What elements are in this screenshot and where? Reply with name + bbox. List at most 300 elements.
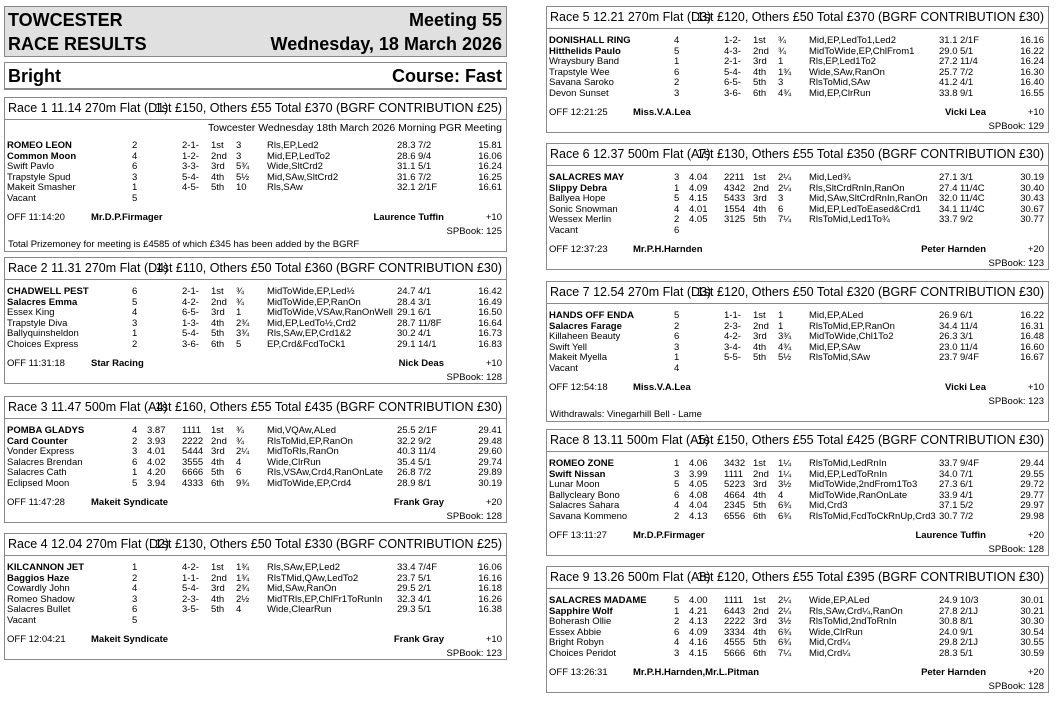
trainer: Makeit Syndicate	[91, 634, 169, 645]
runner-calc: 34.1	[939, 203, 958, 215]
race-title: Race 4 12.04 270m Flat (D2)	[8, 537, 170, 551]
runner-odds: 5/1	[418, 456, 432, 468]
runner-pos: 3rd	[211, 161, 225, 172]
runner-wt: 4.04	[689, 172, 708, 183]
runner-row	[547, 215, 1048, 226]
runner-trap: 1	[132, 467, 138, 478]
off-time: OFF 11:47:28	[7, 497, 65, 508]
runner-name: Lunar Moon	[549, 479, 600, 490]
runner-remarks: Mid,EP,LedTo1,Led2	[809, 35, 896, 46]
conditions-bar	[4, 62, 507, 90]
runner-name: Salacres Brendan	[7, 456, 83, 468]
runner-sect: 4-2-	[724, 331, 741, 342]
runner-time: 16.26	[478, 593, 502, 605]
runner-odds: 7/2	[418, 140, 432, 151]
race-header	[547, 282, 1048, 304]
runner-remarks: RlsToMid,EP,RanOn	[809, 320, 895, 332]
race-header	[5, 98, 506, 120]
runner-dist: 5½	[236, 171, 250, 183]
going-adjustment: +10	[485, 212, 502, 223]
runner-calc: 33.8	[939, 87, 958, 99]
runner-time: 30.30	[1020, 616, 1044, 627]
runner-calc: 28.3	[939, 647, 958, 659]
runner-trap: 3	[132, 317, 138, 329]
runner-sect: 3555	[182, 456, 204, 468]
runner-time: 16.16	[1020, 35, 1044, 46]
runner-calc: 28.7	[397, 317, 416, 329]
runner-trap: 5	[132, 296, 138, 308]
runner-odds: 3/1	[960, 172, 974, 183]
runner-name: Savana Saroko	[549, 77, 614, 88]
runner-name: Savana Kommeno	[549, 510, 628, 522]
runner-sect: 2222	[182, 435, 204, 447]
runner-calc: 25.5	[397, 425, 416, 436]
runner-pos: 1st	[211, 140, 224, 151]
runner-calc: 27.3	[939, 479, 958, 490]
trainer: Mr.P.H.Harnden	[633, 244, 703, 255]
runner-remarks: Mid,VQAw,ALed	[267, 425, 337, 436]
runner-odds: 5/1	[960, 647, 974, 659]
judge: Vicki Lea	[944, 107, 986, 118]
runner-odds: 5/1	[418, 604, 432, 615]
runner-sect: 2-3-	[182, 593, 199, 605]
runner-dist: 2¾	[236, 583, 250, 594]
sp-book: SPBook: 128	[446, 372, 502, 383]
runner-sect: 5444	[182, 446, 204, 457]
runner-trap: 2	[674, 616, 680, 627]
runner-sect: 5666	[724, 647, 746, 659]
runner-remarks: RlsToMid,EP,RanOn	[267, 435, 353, 447]
runner-trap: 6	[674, 331, 680, 342]
race-note: Withdrawals: Vinegarhill Bell - Lame	[550, 409, 702, 420]
runner-wt: 3.94	[147, 477, 166, 489]
sp-book: SPBook: 125	[446, 226, 502, 237]
runner-sect: 2211	[724, 172, 745, 183]
runner-name: Wessex Merlin	[549, 214, 612, 225]
runner-wt: 4.04	[689, 500, 708, 511]
runner-calc: 26.3	[939, 331, 958, 342]
judge: Peter Harnden	[921, 244, 986, 255]
runner-name: Ballyquinsheldon	[7, 328, 79, 339]
runner-odds: 2/1J	[960, 605, 978, 617]
runner-calc: 27.1	[939, 172, 958, 183]
runner-odds: 7/2	[960, 510, 974, 522]
runner-pos: 1st	[211, 425, 224, 436]
runner-name: Salacres Sahara	[549, 500, 620, 511]
runner-time: 29.48	[478, 435, 502, 447]
runner-name: ROMEO LEON	[7, 140, 72, 151]
runner-calc: 27.2	[939, 56, 958, 67]
runner-row	[5, 308, 506, 319]
runner-list	[5, 426, 506, 489]
runner-pos: 5th	[211, 182, 225, 193]
runner-remarks: Rls,EP,Led1To2	[809, 56, 876, 67]
runner-remarks: Mid,SAw,SltCrdRnIn,RanOn	[809, 193, 928, 204]
runner-list	[5, 563, 506, 626]
runner-time: 30.19	[478, 477, 502, 489]
runner-calc: 32.2	[397, 435, 416, 447]
runner-row	[547, 78, 1048, 89]
judge: Vicki Lea	[944, 382, 986, 393]
runner-calc: 23.7	[939, 352, 958, 363]
off-time: OFF 13:11:27	[549, 530, 607, 541]
runner-list	[547, 459, 1048, 522]
runner-odds: 7/2	[418, 171, 432, 183]
runner-remarks: MidTRls,EP,ChlFr1ToRunIn	[267, 593, 383, 605]
runner-wt: 4.21	[689, 605, 708, 617]
runner-remarks: MidToWide,VSAw,RanOnWell	[267, 307, 393, 318]
runner-trap: 4	[132, 425, 138, 436]
runner-trap: 3	[674, 341, 680, 353]
runner-time: 29.41	[478, 425, 502, 436]
trainer: Mr.D.P.Firmager	[633, 530, 705, 541]
runner-dist: 2¼	[236, 446, 250, 457]
runner-name: Salacres Emma	[7, 296, 78, 308]
runner-trap: 3	[674, 172, 680, 183]
race-footer	[547, 107, 1048, 121]
race-header	[547, 430, 1048, 452]
runner-odds: 5/1	[418, 572, 432, 584]
runner-trap: 2	[132, 572, 138, 584]
runner-time: 16.83	[478, 338, 502, 350]
runner-odds: 10/3	[960, 595, 979, 606]
runner-name: Slippy Debra	[549, 182, 608, 194]
judge: Frank Gray	[393, 634, 444, 645]
runner-remarks: Wide,ClrRun	[267, 456, 321, 468]
race-prize: 1st £130, Others £50 Total £330 (BGRF CONTRIBUTION £25)	[154, 537, 502, 551]
race-title: Race 9 13.26 500m Flat (A8)	[550, 570, 711, 584]
runner-remarks: Rls,SAw	[267, 182, 303, 193]
runner-time: 29.74	[478, 456, 502, 468]
runner-sect: 3334	[724, 626, 746, 638]
runner-sect: 5-5-	[724, 352, 741, 363]
runner-name: Bright Robyn	[549, 637, 604, 648]
runner-sect: 4333	[182, 477, 204, 489]
runner-dist: 9¾	[236, 477, 250, 489]
runner-pos: 6th	[753, 510, 767, 522]
runner-pos: 2nd	[753, 468, 769, 480]
runner-wt: 4.01	[147, 446, 166, 457]
race-card	[4, 396, 507, 523]
runner-trap: 1	[674, 352, 680, 363]
race-card	[4, 257, 507, 384]
runner-calc: 26.8	[397, 467, 416, 478]
runner-trap: 4	[674, 362, 680, 374]
runner-dist: 2¾	[236, 317, 250, 329]
runner-time: 29.97	[1020, 500, 1044, 511]
runner-pos: 1st	[211, 286, 224, 297]
off-time: OFF 12:54:18	[549, 382, 608, 393]
runner-remarks: Mid,Crd¼	[809, 647, 851, 659]
runner-pos: 4th	[753, 341, 767, 353]
runner-odds: 4/1	[418, 286, 432, 297]
runner-trap: 6	[132, 456, 138, 468]
race-header	[5, 258, 506, 280]
runner-odds: 6/1	[418, 307, 432, 318]
runner-name: HANDS OFF ENDA	[549, 310, 634, 321]
going-adjustment: +10	[485, 634, 502, 645]
runner-sect: 1-1-	[724, 310, 741, 321]
runner-wt: 4.09	[689, 626, 708, 638]
race-meeting-subtitle: Towcester Wednesday 18th March 2026 Morning PGR Meeting	[208, 122, 502, 134]
runner-odds: 5/2	[960, 500, 974, 511]
going-adjustment: +20	[1027, 530, 1044, 541]
race-prize: 1st £130, Others £55 Total £350 (BGRF CONTRIBUTION £30)	[696, 147, 1044, 161]
runner-pos: 2nd	[211, 572, 227, 584]
runner-remarks: Rls,SAw,Crd¼,RanOn	[809, 605, 903, 617]
runner-calc: 32.0	[939, 193, 958, 204]
runner-sect: 2-1-	[724, 56, 741, 67]
runner-dist: 3¾	[236, 328, 250, 339]
runner-remarks: RlsToMid,LedRnIn	[809, 458, 887, 469]
runner-calc: 33.7	[939, 214, 958, 225]
race-prize: 1st £120, Others £50 Total £370 (BGRF CONTRIBUTION £30)	[696, 10, 1044, 24]
sp-book: SPBook: 123	[446, 648, 502, 659]
runner-trap: 4	[674, 203, 680, 215]
runner-calc: 37.1	[939, 500, 958, 511]
runner-remarks: Mid,EP,LedTo2	[267, 150, 331, 162]
runner-dist: 7¼	[778, 647, 792, 659]
runner-trap: 3	[674, 647, 680, 659]
runner-odds: 3/1	[960, 331, 974, 342]
runner-dist: 2¼	[778, 595, 792, 606]
race-card	[546, 566, 1049, 693]
runner-pos: 2nd	[753, 320, 769, 332]
runner-remarks: RlsToMid,2ndToRnIn	[809, 616, 897, 627]
runner-name: Swift Pavlo	[7, 161, 54, 172]
runner-sect: 1-2-	[182, 150, 199, 162]
runner-calc: 24.7	[397, 286, 416, 297]
runner-name: Makeit Myella	[549, 352, 608, 363]
runner-odds: 11/4	[960, 320, 978, 332]
runner-odds: 7/4F	[418, 562, 438, 573]
race-footer	[5, 212, 506, 226]
runner-calc: 40.3	[397, 446, 416, 457]
race-note: Total Prizemoney for meeting is £4585 of which £345 has been added by the BGRF	[8, 239, 360, 250]
runner-calc: 28.6	[397, 150, 416, 162]
runner-sect: 2-1-	[182, 286, 199, 297]
runner-dist: 1¼	[778, 468, 792, 480]
runner-time: 16.38	[478, 604, 502, 615]
runner-pos: 3rd	[211, 446, 225, 457]
runner-calc: 29.0	[939, 45, 958, 57]
runner-remarks: MidToWide,EP,Led½	[267, 286, 355, 297]
runner-calc: 32.1	[397, 182, 416, 193]
runner-odds: 14/1	[418, 338, 437, 350]
runner-odds: 11/4C	[960, 203, 985, 215]
runner-wt: 4.20	[147, 467, 166, 478]
runner-trap: 6	[674, 626, 680, 638]
runner-odds: 9/2	[418, 435, 432, 447]
runner-trap: 2	[132, 140, 138, 151]
race-title: Race 8 13.11 500m Flat (A5)	[550, 433, 710, 447]
runner-dist: 7¼	[778, 214, 792, 225]
runner-sect: 1111	[182, 425, 202, 436]
runner-odds: 11/8F	[418, 317, 442, 329]
sp-book: SPBook: 129	[988, 121, 1044, 132]
runner-name: Devon Sunset	[549, 87, 609, 99]
runner-remarks: MidToWide,EP,ChlFrom1	[809, 45, 915, 57]
runner-sect: 1111	[724, 468, 744, 480]
runner-wt: 3.99	[689, 468, 708, 480]
runner-calc: 33.4	[397, 562, 416, 573]
runner-wt: 4.06	[689, 458, 708, 469]
runner-row	[547, 649, 1048, 660]
runner-pos: 5th	[211, 467, 225, 478]
runner-remarks: Rls,VSAw,Crd4,RanOnLate	[267, 467, 383, 478]
runner-dist: 3	[236, 140, 242, 151]
runner-sect: 1111	[724, 595, 744, 606]
runner-wt: 4.05	[689, 214, 708, 225]
runner-row	[547, 480, 1048, 491]
runner-row	[5, 584, 506, 595]
runner-trap: 4	[132, 307, 138, 318]
runner-odds: 4/1	[418, 328, 432, 339]
runner-time: 16.48	[1020, 331, 1044, 342]
runner-name: Salacres Cath	[7, 467, 67, 478]
race-title: Race 2 11.31 270m Flat (D4)	[8, 261, 169, 275]
off-time: OFF 12:37:23	[549, 244, 608, 255]
runner-dist: ¾	[236, 286, 244, 297]
runner-remarks: MidToRls,RanOn	[267, 446, 339, 457]
runner-trap: 5	[132, 477, 138, 489]
runner-remarks: RlsTMid,QAw,LedTo2	[267, 572, 359, 584]
race-card	[4, 97, 507, 252]
runner-name: Trapstyle Diva	[7, 317, 68, 329]
runner-name: Vacant	[7, 614, 36, 626]
runner-calc: 29.3	[397, 604, 416, 615]
runner-row	[547, 57, 1048, 68]
runner-time: 16.55	[1020, 87, 1044, 99]
runner-trap: 2	[674, 214, 680, 225]
runner-row	[547, 173, 1048, 184]
runner-row	[547, 638, 1048, 649]
runner-sect: 4-3-	[724, 45, 741, 57]
runner-trap: 6	[674, 489, 680, 501]
sp-book: SPBook: 123	[988, 396, 1044, 407]
race-footer	[547, 244, 1048, 258]
runner-time: 16.42	[478, 286, 502, 297]
runner-time: 16.06	[478, 150, 502, 162]
runner-remarks: MidToWide,Chl1To2	[809, 331, 894, 342]
runner-name: Sapphire Wolf	[549, 605, 613, 617]
runner-remarks: Wide,ClearRun	[267, 604, 332, 615]
runner-pos: 6th	[211, 338, 225, 350]
runner-calc: 31.6	[397, 171, 416, 183]
runner-remarks: MidToWide,RanOnLate	[809, 489, 908, 501]
runner-trap: 4	[674, 35, 680, 46]
runner-dist: ¾	[778, 35, 786, 46]
runner-name: Ballycleary Bono	[549, 489, 620, 501]
runner-trap: 2	[674, 320, 680, 332]
runner-trap: 1	[132, 328, 138, 339]
runner-calc: 41.2	[939, 77, 958, 88]
runner-time: 30.43	[1020, 193, 1044, 204]
race-card	[4, 533, 507, 660]
runner-list	[547, 173, 1048, 236]
runner-trap: 5	[674, 310, 680, 321]
runner-remarks: Wide,EP,ALed	[809, 595, 870, 606]
runner-time: 16.22	[1020, 45, 1044, 57]
runner-pos: 3rd	[753, 331, 767, 342]
sp-book: SPBook: 123	[988, 258, 1044, 269]
runner-pos: 5th	[211, 604, 225, 615]
runner-time: 16.40	[1020, 77, 1044, 88]
runner-odds: 11/4C	[960, 193, 985, 204]
runner-row	[547, 512, 1048, 523]
runner-trap: 6	[132, 604, 138, 615]
runner-dist: 5¾	[236, 161, 250, 172]
runner-dist: ¾	[236, 435, 244, 447]
runner-calc: 23.0	[939, 341, 958, 353]
runner-name: Boherash Ollie	[549, 616, 612, 627]
runner-list	[547, 36, 1048, 99]
runner-dist: 1¼	[778, 458, 792, 469]
meeting-number: Meeting 55	[408, 10, 502, 30]
runner-name: SALACRES MAY	[549, 172, 625, 183]
runner-pos: 3rd	[211, 583, 225, 594]
runner-row	[5, 183, 506, 194]
runner-dist: 1	[236, 307, 242, 318]
runner-wt: 4.13	[689, 510, 708, 522]
runner-trap: 1	[674, 605, 680, 617]
runner-row	[5, 563, 506, 574]
runner-name: Hitthelids Paulo	[549, 45, 621, 57]
runner-sect: 6666	[182, 467, 204, 478]
runner-sect: 5433	[724, 193, 746, 204]
runner-dist: ¾	[236, 296, 244, 308]
runner-wt: 4.16	[689, 637, 708, 648]
runner-row	[5, 141, 506, 152]
race-title: Race 1 11.14 270m Flat (D1)	[8, 101, 169, 115]
runner-sect: 3-3-	[182, 161, 199, 172]
race-header	[547, 567, 1048, 589]
runner-time: 29.44	[1020, 458, 1044, 469]
runner-pos: 5th	[753, 500, 767, 511]
runner-sect: 4664	[724, 489, 746, 501]
runner-calc: 30.2	[397, 328, 416, 339]
off-time: OFF 12:04:21	[7, 634, 66, 645]
runner-pos: 1st	[753, 458, 766, 469]
runner-pos: 6th	[211, 477, 225, 489]
runner-time: 29.72	[1020, 479, 1044, 490]
runner-dist: 2½	[236, 593, 250, 605]
runner-sect: 4342	[724, 182, 746, 194]
runner-remarks: RlsToMid,FcdToCkRnUp,Crd3	[809, 510, 936, 522]
runner-sect: 3432	[724, 458, 746, 469]
runner-name: Vacant	[549, 224, 578, 236]
race-prize: 1st £150, Others £55 Total £370 (BGRF CONTRIBUTION £25)	[154, 101, 502, 115]
runner-remarks: Rls,EP,Led2	[267, 140, 319, 151]
runner-dist: 2¼	[778, 182, 792, 194]
runner-odds: 9/4F	[960, 458, 980, 469]
runner-trap: 3	[132, 171, 138, 183]
runner-name: Trapstyle Wee	[549, 66, 610, 78]
runner-dist: 6¾	[778, 637, 792, 648]
runner-odds: 7/2	[418, 467, 432, 478]
runner-dist: 4	[236, 456, 242, 468]
runner-name: Ballyea Hope	[549, 193, 606, 204]
runner-odds: 4/1	[960, 77, 974, 88]
runner-time: 30.67	[1020, 203, 1044, 215]
runner-time: 16.60	[1020, 341, 1044, 353]
runner-row	[547, 364, 1048, 375]
runner-odds: 2/1F	[418, 182, 438, 193]
runner-trap: 3	[674, 87, 680, 99]
runner-remarks: Mid,EP,LedTo½,Crd2	[267, 317, 357, 329]
runner-row	[547, 459, 1048, 470]
race-prize: 1st £120, Others £55 Total £395 (BGRF CONTRIBUTION £30)	[696, 570, 1044, 584]
